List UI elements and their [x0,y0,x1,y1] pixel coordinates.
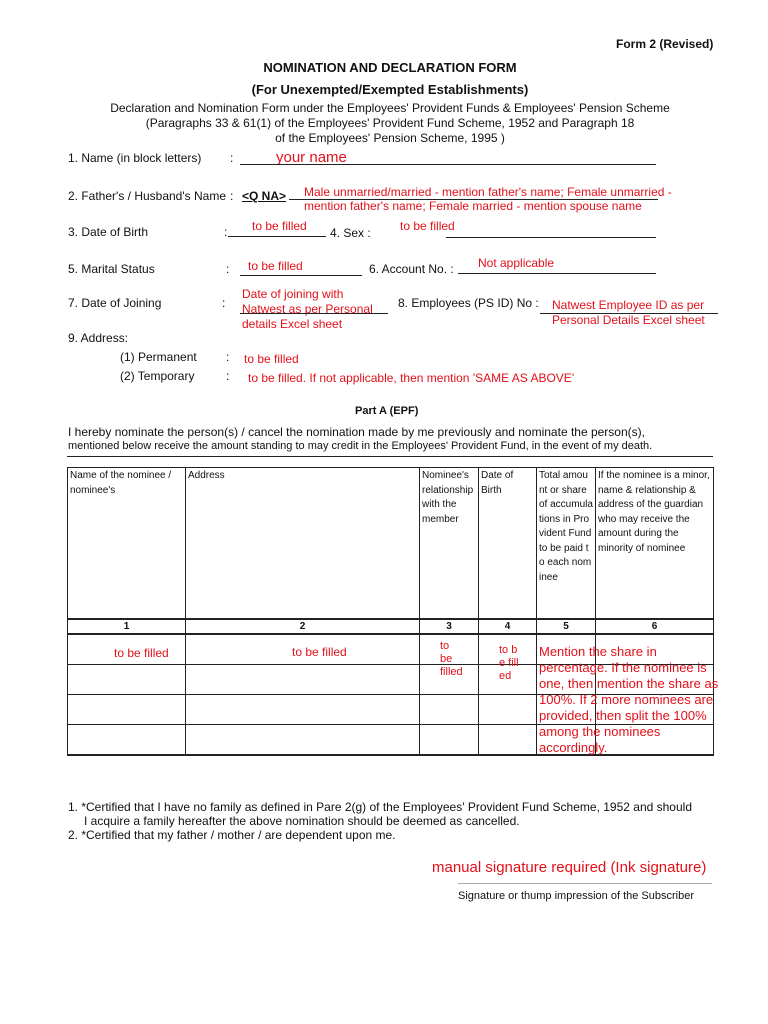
col-number: 3 [420,619,479,634]
psid-underline [540,313,718,314]
doj-underline [240,313,388,314]
marital-colon: : [226,262,230,276]
account-label: 6. Account No. : [369,262,454,276]
nominee-address-cell[interactable] [186,665,420,695]
nominee-relationship-cell[interactable] [420,695,479,725]
header-name: Name of the nominee / nominee's [68,468,186,620]
father-colon: : [230,189,234,203]
header-relationship: Nominee's relationship with the member [420,468,479,620]
temporary-value[interactable]: to be filled. If not applicable, then mention 'SAME AS ABOVE' [248,371,575,385]
col-number: 6 [596,619,714,634]
name-underline [240,164,656,165]
permanent-colon: : [226,350,230,364]
dob-value[interactable]: to be filled [252,219,307,233]
sex-value[interactable]: to be filled [400,219,455,233]
intro-line-1: Declaration and Nomination Form under the Employees' Provident Funds & Employees' Pension Scheme [110,101,670,115]
certification-line3: 2. *Certified that my father / mother / are dependent upon me. [68,828,396,842]
doj-value-line2[interactable]: Natwest as per Personal [242,302,373,316]
account-value[interactable]: Not applicable [478,256,555,270]
signature-note: manual signature required (Ink signature) [432,859,707,876]
table-header-row [68,468,714,620]
table-number-row [68,619,714,634]
father-underline [289,199,658,200]
nominee-relationship-fill: to be filled [440,640,463,678]
marital-value[interactable]: to be filled [248,259,303,273]
col-number: 5 [537,619,596,634]
dob-underline [228,236,326,237]
nominee-address-fill: to be filled [292,645,347,659]
marital-underline [240,275,362,276]
doj-value-line3[interactable]: details Excel sheet [242,317,343,331]
form-subtitle: (For Unexempted/Exempted Establishments) [251,82,529,97]
dob-label: 3. Date of Birth [68,225,149,239]
col-number: 1 [68,619,186,634]
doj-label: 7. Date of Joining [68,296,162,310]
nominee-dob-fill: to be filled [499,644,519,682]
permanent-label: (1) Permanent [120,350,197,364]
temporary-label: (2) Temporary [120,369,195,383]
nominee-name-cell[interactable] [68,634,186,665]
father-value-line2[interactable]: mention father's name; Female married - mention spouse name [304,199,642,213]
nominee-share-note: Mention the share in percentage. If the nominee is one, then mention the share as 100%. If 2 more nominees are provided, then split the 100% among the nominees accordingly. [539,644,719,755]
certification-line1: 1. *Certified that I have no family as defined in Pare 2(g) of the Employees' Provident Fund Scheme, 1952 and should [68,800,692,814]
permanent-value[interactable]: to be filled [244,352,299,366]
part-a-para-line2: mentioned below receive the amount standing to may credit in the Employees' Provident Fund, in the event of my death. [68,440,653,452]
name-label: 1. Name (in block letters) [68,151,202,165]
nominee-address-cell[interactable] [186,725,420,756]
sex-label: 4. Sex : [330,226,371,240]
col-number: 4 [479,619,537,634]
dob-colon: : [224,225,228,239]
nominee-table [67,467,719,756]
doj-value-line1[interactable]: Date of joining with [242,287,344,301]
marital-label: 5. Marital Status [68,262,155,276]
part-a-para-line1: I hereby nominate the person(s) / cancel the nomination made by me previously and nominate the person(s), [68,425,645,439]
header-dob: Date of Birth [479,468,537,620]
header-share: Total amount or share of accumulations in Provident Fund to be paid to each nominee [537,468,596,620]
doj-colon: : [222,296,226,310]
nominee-address-cell[interactable] [186,634,420,665]
certification-line2: I acquire a family hereafter the above nomination should be deemed as cancelled. [84,814,520,828]
signature-caption: Signature or thump impression of the Subscriber [458,890,695,902]
father-value-line1[interactable]: Male unmarried/married - mention father's name; Female unmarried - [304,185,672,199]
nominee-dob-cell[interactable] [479,695,537,725]
sex-underline [446,237,656,238]
father-label: 2. Father's / Husband's Name [68,189,226,203]
psid-label: 8. Employees (PS ID) No : [398,296,539,310]
nominee-address-cell[interactable] [186,695,420,725]
form-number: Form 2 (Revised) [616,37,714,51]
header-guardian: If the nominee is a minor, name & relationship & address of the guardian who may receive the amount during the minority of nominee [596,468,714,620]
form-title: NOMINATION AND DECLARATION FORM [263,60,517,75]
nominee-name-cell[interactable] [68,665,186,695]
intro-line-2: (Paragraphs 33 & 61(1) of the Employees' Provident Fund Scheme, 1952 and Paragraph 18 [145,116,635,130]
psid-value-line1[interactable]: Natwest Employee ID as per [552,298,705,312]
col-number: 2 [186,619,420,634]
part-a-rule [67,456,713,457]
part-a-heading: Part A (EPF) [355,405,419,417]
header-address: Address [186,468,420,620]
nominee-share-cell[interactable] [537,634,719,755]
psid-value-line2[interactable]: Personal Details Excel sheet [552,313,705,327]
nominee-dob-cell[interactable] [479,634,537,682]
nominee-relationship-cell[interactable] [420,725,479,756]
father-prefix: <Q NA> [242,189,287,203]
account-underline [458,273,656,274]
name-value[interactable]: your name [276,149,347,166]
nominee-name-cell[interactable] [68,695,186,725]
nominee-dob-cell[interactable] [479,725,537,756]
temporary-colon: : [226,369,230,383]
nominee-relationship-cell[interactable] [420,634,479,678]
signature-line[interactable] [458,883,712,884]
intro-line-3: of the Employees' Pension Scheme, 1995 ) [275,131,505,145]
table-row [68,634,714,665]
nominee-name-cell[interactable] [68,725,186,756]
address-label: 9. Address: [68,331,129,345]
name-colon: : [230,151,234,165]
nominee-name-fill: to be filled [114,646,169,660]
